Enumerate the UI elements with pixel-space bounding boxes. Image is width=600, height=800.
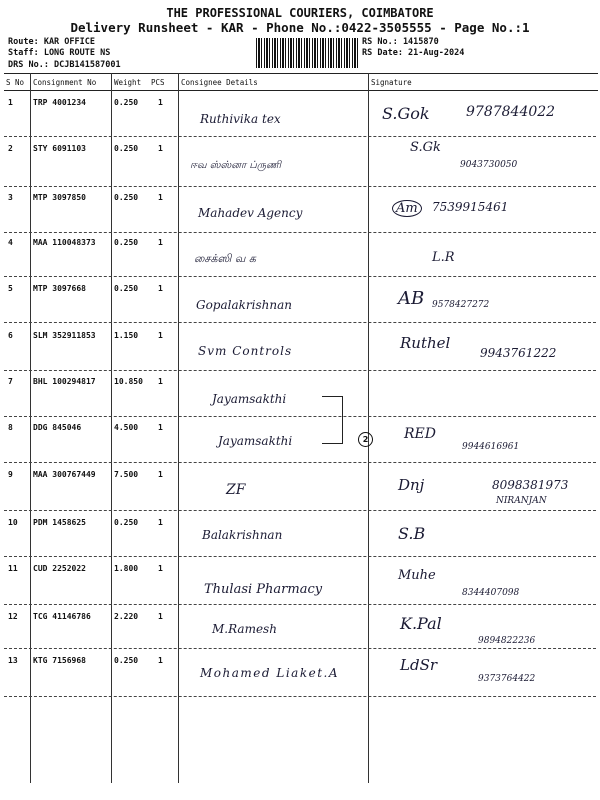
row-signature: K.Pal: [400, 614, 442, 633]
row-signature: Ruthel: [400, 334, 451, 352]
row-separator: [4, 648, 596, 649]
row-consignment: PDM 1458625: [33, 518, 86, 527]
row-signature-note: 9944616961: [462, 442, 520, 452]
column-divider: [111, 73, 112, 783]
row-signature: Muhe: [398, 568, 436, 583]
row-signature: L.R: [432, 250, 455, 265]
row-pcs: 1: [158, 331, 163, 340]
bracket-count-badge: 2: [358, 432, 373, 447]
row-pcs: 1: [158, 612, 163, 621]
row-consignee: Ruthivika tex: [200, 112, 281, 126]
row-sno: 3: [8, 193, 13, 202]
row-signature-note: 9787844022: [466, 104, 556, 120]
row-consignment: KTG 7156968: [33, 656, 86, 665]
row-sno: 2: [8, 144, 13, 153]
row-weight: 0.250: [114, 193, 139, 202]
row-consignment: SLM 352911853: [33, 331, 96, 340]
rs-number: RS No.: 1415870: [362, 37, 439, 47]
staff-label: Staff: LONG ROUTE NS: [8, 48, 111, 58]
row-pcs: 1: [158, 98, 163, 107]
row-separator: [4, 416, 596, 417]
row-pcs: 1: [158, 656, 163, 665]
col-header-weight: Weight: [114, 78, 142, 87]
column-divider: [30, 73, 31, 783]
company-title: THE PROFESSIONAL COURIERS, COIMBATORE: [166, 6, 434, 20]
col-header-sno: S No: [6, 78, 25, 87]
row-consignee: Balakrishnan: [202, 528, 283, 542]
row-separator: [4, 370, 596, 371]
row-sno: 13: [8, 656, 18, 665]
row-pcs: 1: [158, 238, 163, 247]
row-signature: LdSr: [400, 656, 438, 674]
row-pcs: 1: [158, 377, 163, 386]
row-signature-note: 9894822236: [478, 636, 536, 646]
row-weight: 0.250: [114, 656, 139, 665]
row-signature: S.Gk: [410, 140, 441, 155]
column-divider: [368, 73, 369, 783]
row-separator: [4, 556, 596, 557]
col-header-consignee: Consignee Details: [181, 78, 258, 87]
row-weight: 1.800: [114, 564, 139, 573]
row-consignee: Thulasi Pharmacy: [204, 582, 323, 597]
barcode: [256, 38, 360, 68]
row-sno: 4: [8, 238, 13, 247]
row-consignment: MTP 3097850: [33, 193, 86, 202]
row-signature: RED: [404, 426, 436, 442]
row-weight: 0.250: [114, 518, 139, 527]
row-consignment: DDG 845046: [33, 423, 82, 432]
row-separator: [4, 510, 596, 511]
row-weight: 2.220: [114, 612, 139, 621]
row-consignee: Jayamsakthi: [212, 392, 287, 406]
grouping-bracket: [322, 396, 343, 444]
row-consignment: TCG 41146786: [33, 612, 91, 621]
route-label: Route: KAR OFFICE: [8, 37, 95, 47]
row-consignee: ஈவ ஸ்ஸ்னா ப்ருணி: [190, 160, 281, 171]
row-consignee: ZF: [226, 482, 246, 498]
row-separator: [4, 322, 596, 323]
row-sno: 11: [8, 564, 18, 573]
row-sno: 1: [8, 98, 13, 107]
table-top-border: [4, 73, 598, 74]
row-consignee: M.Ramesh: [212, 622, 277, 636]
row-sno: 8: [8, 423, 13, 432]
row-sno: 10: [8, 518, 18, 527]
row-weight: 0.250: [114, 284, 139, 293]
row-signature-note: 9943761222: [480, 346, 557, 360]
row-separator: [4, 696, 596, 697]
row-pcs: 1: [158, 423, 163, 432]
row-separator: [4, 462, 596, 463]
row-pcs: 1: [158, 144, 163, 153]
row-signature-note: 7539915461: [432, 200, 509, 214]
row-consignee: Gopalakrishnan: [196, 298, 292, 312]
runsheet-title: Delivery Runsheet - KAR - Phone No.:0422-3505555 - Page No.:1: [70, 20, 530, 35]
row-signature: S.Gok: [382, 104, 430, 123]
col-header-pcs: PCS: [151, 78, 165, 87]
col-header-consignment: Consignment No: [33, 78, 97, 87]
row-weight: 7.500: [114, 470, 139, 479]
row-consignment: BHL 100294817: [33, 377, 96, 386]
col-header-signature: Signature: [371, 78, 412, 87]
row-weight: 4.500: [114, 423, 139, 432]
row-separator: [4, 232, 596, 233]
row-consignment: MAA 110048373: [33, 238, 96, 247]
row-separator: [4, 276, 596, 277]
row-signature-note: 8344407098: [462, 588, 520, 598]
row-sno: 9: [8, 470, 13, 479]
rs-date: RS Date: 21-Aug-2024: [362, 48, 465, 58]
row-signature: Dnj: [398, 476, 425, 494]
row-separator: [4, 136, 596, 137]
row-sno: 12: [8, 612, 18, 621]
row-consignee: சைக்ஸி வ க: [194, 252, 256, 265]
row-signature-note: 9373764422: [478, 674, 536, 684]
row-pcs: 1: [158, 470, 163, 479]
row-pcs: 1: [158, 284, 163, 293]
row-consignee: Mahadev Agency: [198, 206, 303, 220]
row-consignment: STY 6091103: [33, 144, 86, 153]
row-signature-note: 8098381973: [492, 478, 569, 492]
row-separator: [4, 604, 596, 605]
row-weight: 10.850: [114, 377, 143, 386]
row-sno: 7: [8, 377, 13, 386]
row-separator: [4, 186, 596, 187]
row-consignment: MTP 3097668: [33, 284, 86, 293]
row-sno: 6: [8, 331, 13, 340]
row-weight: 0.250: [114, 144, 139, 153]
row-signature: AB: [398, 288, 425, 309]
row-sno: 5: [8, 284, 13, 293]
row-pcs: 1: [158, 564, 163, 573]
row-weight: 0.250: [114, 238, 139, 247]
row-consignment: MAA 300767449: [33, 470, 96, 479]
row-consignee: Jayamsakthi: [218, 434, 293, 448]
row-weight: 1.150: [114, 331, 139, 340]
row-consignee: Svm Controls: [198, 344, 293, 358]
row-pcs: 1: [158, 518, 163, 527]
row-signature: S.B: [398, 524, 426, 543]
row-signature-name: NIRANJAN: [496, 496, 547, 506]
row-consignee: Mohamed Liaket.A: [200, 666, 340, 680]
column-divider: [178, 73, 179, 783]
row-consignment: TRP 4001234: [33, 98, 86, 107]
row-pcs: 1: [158, 193, 163, 202]
row-signature-note: 9578427272: [432, 300, 490, 310]
row-signature-note: 9043730050: [460, 160, 518, 170]
drs-number: DRS No.: DCJB141587001: [8, 60, 121, 70]
row-signature: Am: [392, 200, 422, 217]
row-weight: 0.250: [114, 98, 139, 107]
header-bottom-border: [4, 90, 598, 91]
row-consignment: CUD 2252022: [33, 564, 86, 573]
